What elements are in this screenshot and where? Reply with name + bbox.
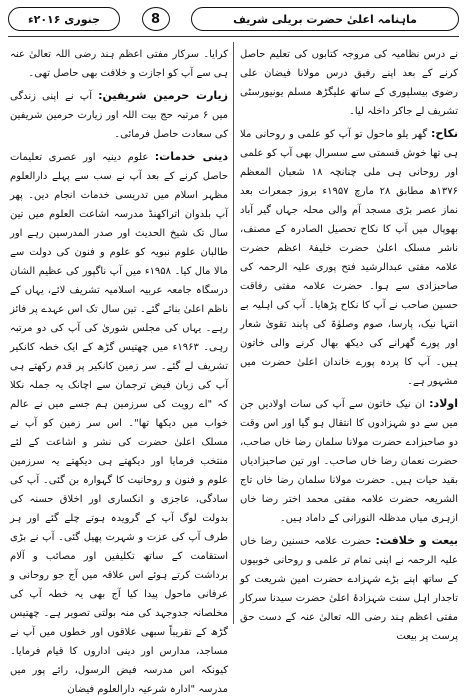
- right-para-1: نکاح: گھر یلو ماحول تو آپ کو علمی و روحانی ملا ہی تھا خوش قسمتی سے سسرال بھی آپ کو علمی اور روحانی ہی ملی چنانچہ ۱۸ شعبان المعظم ۱۳۷۶ھ مطابق ۲۸ مارچ ۱۹۵۷ء بروز جمعرات بعد نماز عصر بڑی مسجد آم والی محلہ جہاں گیر آباد بھوپال میں آپ کا نکاح تحصیل الصادرہ کے مصنف، ناشر مسلک اعلیٰ حضرت خلیفۂ اعظم حضرت علامہ مفتی عبدالرشید فتح پوری علیہ الرحمہ کی صاحبزادی سے ہوا۔ حضرت علامہ مفتی رفاقت حسین صاحب نے آپ کا نکاح پڑھایا۔ آپ کی اہلیہ بے انتہا نیک، پارسا، صوم وصلوٰۃ کی پابند تقویٰ شعار اور پورے گھرانے کی دیکھ بھال کرنے والی خاتون ہیں۔ آپ کا پردہ پورے خاندان اعلیٰ حضرت میں مشہور ہے۔: [240, 127, 458, 387]
- left-para-1: زیارت حرمین شریفین: آپ نے اپنی زندگی میں ۶ مرتبہ حج بیت اللہ اور زیارت حرمین شریفین کی سعادت حاصل فرمائی۔: [10, 89, 229, 140]
- right-column: [240, 44, 459, 642]
- header-divider: [8, 36, 459, 37]
- heading-bait: بیعت و خلافت:: [375, 534, 459, 547]
- heading-nikah: نکاح:: [431, 127, 458, 140]
- page-header: [8, 4, 459, 34]
- right-para-0: نے درس نظامیہ کی مروجہ کتابوں کی تعلیم حاصل کرنے کے بعد اپنے رفیق درس مولانا فیضان علی رضوی بیسلپوری کے ساتھ علیگڑھ مسلم یونیورسٹی تشریف لے جاکر داخلہ لیا۔: [240, 49, 458, 117]
- magazine-title: ماہنامہ اعلیٰ حضرت بریلی شریف: [191, 7, 459, 31]
- issue-date: جنوری ۲۰۱۶ء: [8, 7, 120, 31]
- column-divider: [233, 42, 234, 624]
- heading-khidmat: دینی خدمات:: [154, 150, 228, 163]
- left-para-0: کرایا۔ سرکار مفتی اعظم ہند رضی اللہ تعالیٰ عنہ ہی سے آپ کو اجازت و خلافت بھی حاصل تھی۔: [10, 49, 228, 79]
- heading-ziyarat: زیارت حرمین شریفین:: [98, 89, 229, 102]
- right-para-3: بیعت و خلافت: حضرت علامہ حسنین رضا خاں علیہ الرحمہ نے اپنی تمام تر علمی و روحانی خوبیوں کے ساتھ اپنے بڑے شہزادے حضرت امین شریعت کو تاجدار اہل سنت شہزادۂ اعلیٰ حضرت سیدنا سرکار مفتی اعظم ہند رضی اللہ تعالیٰ عنہ کے دست حق پرست پر بیعت: [240, 534, 459, 642]
- left-column: [10, 44, 229, 695]
- page-number: 8: [142, 7, 170, 31]
- heading-aulad: اولاد:: [429, 397, 458, 410]
- right-para-2: اولاد: ان نیک خاتون سے آپ کی سات اولادیں جن میں سے دو شہزادوں کا انتقال ہو گیا اور اس وقت دو صاحبزادے حضرت مولانا سلمان رضا خاں صاحب، حضرت نعمان رضا خاں صاحب۔ اور تین صاحبزادیاں بقید حیات ہیں۔ حضرت مولانا سلمان رضا خاں تاج الشریعہ حضرت علامہ مفتی محمد اختر رضا خاں ازہری میاں مدظلہ النورانی کے داماد ہیں۔: [240, 397, 458, 524]
- left-para-2: دینی خدمات: علوم دینیہ اور عصری تعلیمات حاصل کرنے کے بعد آپ نے سب سے پہلے دارالعلوم مظہر اسلام میں تدریسی خدمات انجام دیں۔ پھر آپ بلدوان اتراکھنڈ مدرسہ اشاعت العلوم میں تین سال تک شیخ الحدیث اور صدر المدرسین رہے اور طالبان علوم نبویہ کو علوم و فنون کی دولت سے مالا مال کیا۔ ۱۹۵۸ء میں آپ ناگپور کی عظیم الشان درسگاہ جامعہ عربیہ اسلامیہ تشریف لائے، یہاں کے ناظم اعلیٰ بنائے گئے۔ تین سال تک اس عہدے پر فائز رہے۔ یہاں کی مجلس شوریٰ کی آپ کی دو مرتبہ رہی۔ ۱۹۶۳ء میں چھتیس گڑھ کے ایک خطہ کانکیر تشریف لے گئے۔ سر زمین کانکیر پر قدم رکھتے ہی آپ کی زبان فیض ترجمان سے اچانک یہ جملہ نکلا کہ "اے رویت کی سرزمین ہم جسے میں نے عالم خواب میں دیکھا تھا"۔ اس سر زمین کو آپ نے مسلک اعلیٰ حضرت کی نشر و اشاعت کے لئے منتخب فرمایا اور دیکھتے ہی دیکھتے یہ سرزمین علوم و فنون و روحانیت کا گہوارہ بن گئی۔ آپ کی سادگی، عاجزی و انکساری اور اخلاق حسنہ کی بدولت لوگ آپ کے گرویدہ ہوتے چلے گئے اور ہر طرف آپ کی عزت و شہرت پھیل گئی۔ آپ نے بڑی استقامت کے ساتھ تکلیفیں اور مصائب و آلام برداشت کرتے ہوئے اس علاقہ میں آج جو روحانی و عرفانی ماحول پیدا کیا آج بھی یہ خطہ آپ کی مخلصانہ جدوجہد کی منہ بولتی تصویر ہے۔ چھتیس گڑھ کے تقریباً سبھی علاقوں اور خطوں میں آپ نے مساجد، مدارس اور دینی اداروں کا قیام فرمایا۔ کیونکہ اس مدرسہ فیض الرسول، رائے پور میں مدرسہ "ادارہ شرعیہ دارالعلوم فیضان: [10, 150, 229, 695]
